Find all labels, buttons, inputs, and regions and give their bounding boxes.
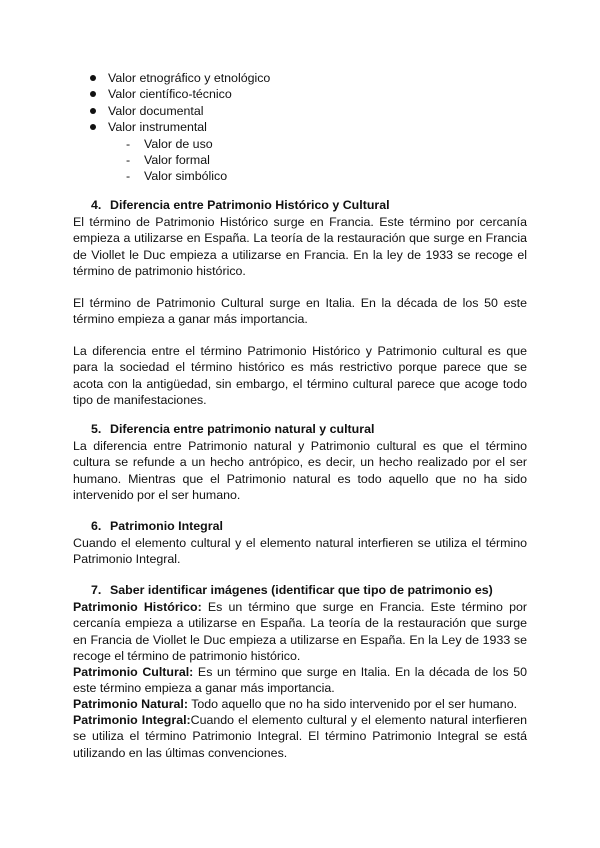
section-4-paragraph-2: El término de Patrimonio Cultural surge en Italia. En la década de los 50 este término empieza a ganar más importancia. xyxy=(73,296,527,327)
dash-icon: - xyxy=(126,169,131,184)
section-6-heading: 6. Patrimonio Integral xyxy=(91,519,223,533)
list-item: Valor documental xyxy=(90,103,270,119)
patrimonio-natural-definition: Patrimonio Natural: Todo aquello que no ha sido intervenido por el ser humano. xyxy=(73,697,518,711)
patrimonio-integral-definition: Patrimonio Integral:Cuando el elemento cultural y el elemento natural interfieren se utiliza el término Patrimonio Integral. El término Patrimonio Integral se está utilizando en las últimas convenciones. xyxy=(73,713,527,760)
patrimonio-historico-definition: Patrimonio Histórico: Es un término que surge en Francia. Este término por cercanía empieza a utilizarse en España. La teoría de la restauración que surge en Francia de Viollet le Duc empieza a utilizarse en España. En la Ley de 1933 se recoge el término de patrimonio histórico. xyxy=(73,600,528,664)
section-4-heading: 4. Diferencia entre Patrimonio Histórico y Cultural xyxy=(91,198,390,212)
sub-list-item: - Valor de uso xyxy=(126,136,213,151)
list-item: Valor instrumental xyxy=(90,119,270,135)
bullet-icon xyxy=(90,75,96,81)
section-4-paragraph-3: La diferencia entre el término Patrimonio Histórico y Patrimonio cultural es que para la sociedad el término histórico es más restrictivo porque parece que se acota con la antigüedad, sin embargo, el término cultural parece que acoge todo tipo de manifestaciones. xyxy=(73,344,527,408)
bullet-icon xyxy=(90,108,96,114)
list-item: Valor etnográfico y etnológico xyxy=(90,70,270,86)
sub-list-item: - Valor simbólico xyxy=(126,169,228,184)
section-7-heading: 7. Saber identificar imágenes (identificar que tipo de patrimonio es) xyxy=(91,583,493,597)
list-item: Valor científico-técnico xyxy=(90,86,270,102)
section-6-paragraph-1: Cuando el elemento cultural y el elemento natural interfieren se utiliza el término Patrimonio Integral. xyxy=(73,536,527,567)
sub-list-item: - Valor formal xyxy=(126,153,210,168)
patrimonio-cultural-definition: Patrimonio Cultural: Es un término que surge en Italia. En la década de los 50 este término empieza a ganar más importancia. xyxy=(73,665,528,696)
dash-icon: - xyxy=(126,136,131,151)
dash-icon: - xyxy=(126,153,131,168)
bullet-icon xyxy=(90,124,96,130)
section-4-paragraph-1: El término de Patrimonio Histórico surge en Francia. Este término por cercanía empieza a utilizarse en España. La teoría de la restauración que surge en Francia de Viollet le Duc empieza a utilizarse en Francia. En la ley de 1933 se recoge el término de patrimonio histórico. xyxy=(73,215,527,279)
values-list xyxy=(90,70,270,185)
section-5-heading: 5. Diferencia entre patrimonio natural y cultural xyxy=(91,422,375,436)
bullet-icon xyxy=(90,91,96,97)
section-5-paragraph-1: La diferencia entre Patrimonio natural y Patrimonio cultural es que el término cultura se refunde a un hecho antrópico, es decir, un hecho realizado por el ser humano. Mientras que el Patrimonio natural es todo aquello que no ha sido intervenido por el ser humano. xyxy=(73,439,527,503)
